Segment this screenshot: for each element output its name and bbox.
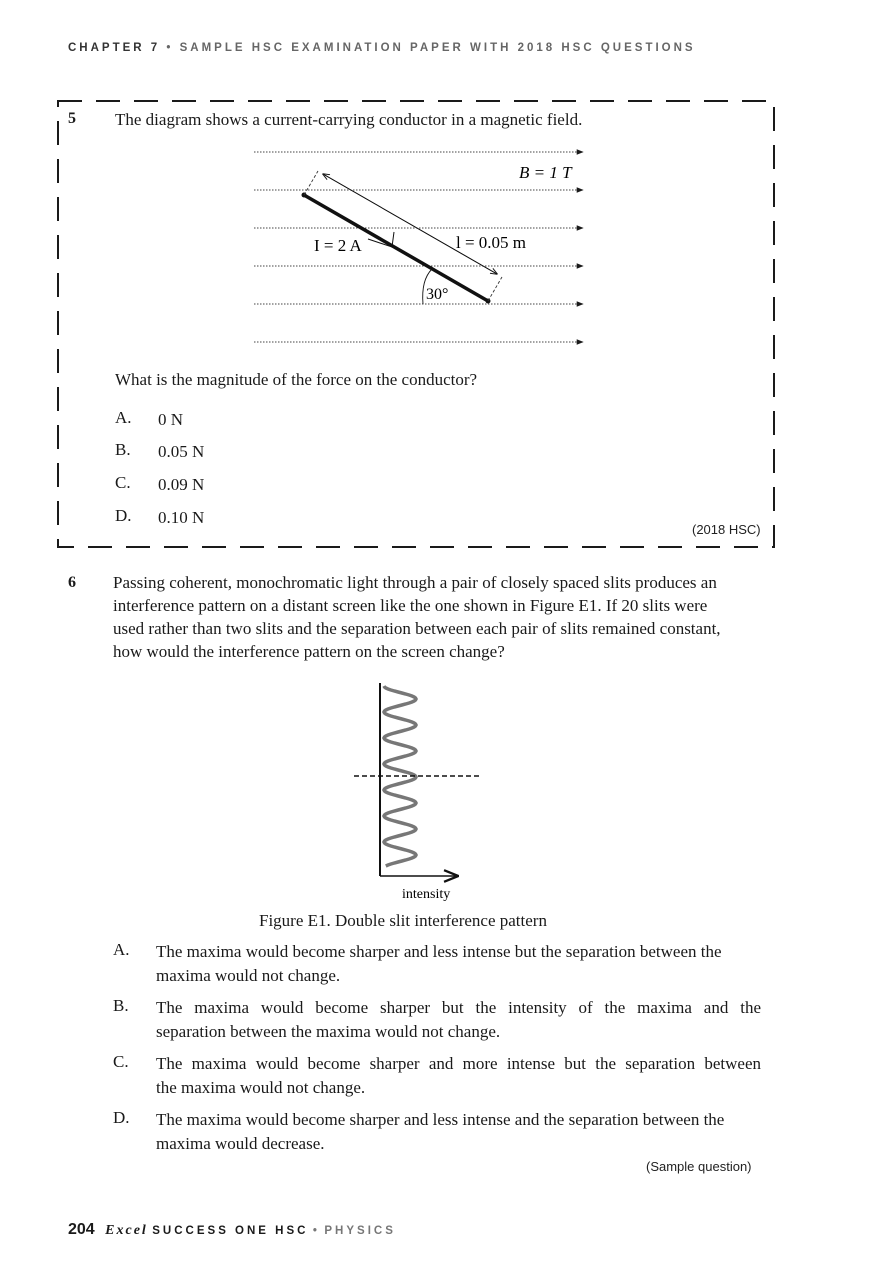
question-6-source: (Sample question) [646,1159,752,1174]
page-number: 204 [68,1221,95,1238]
dimension-extension [488,277,502,301]
question-6-stem-line: how would the interference pattern on the screen change? [113,642,505,661]
subject-label: PHYSICS [324,1225,396,1237]
option-a-letter: A. [113,940,130,959]
option-d-letter: D. [115,506,132,525]
length-label: l = 0.05 m [456,233,527,252]
dimension-extension [304,171,318,195]
question-5-number: 5 [68,110,76,127]
length-arrow [323,174,497,274]
field-label: B = 1 T [519,163,572,182]
option-a-line: maxima would not change. [156,966,341,985]
brand-logo-text: Excel [105,1223,148,1238]
question-5-stem: The diagram shows a current-carrying conductor in a magnetic field. [115,110,583,129]
option-a-text[interactable]: 0 N [158,410,184,429]
option-c-letter: C. [113,1052,129,1071]
option-c-line: The maxima would become sharper and more intense but the separation between [156,1054,761,1073]
option-a-text[interactable] [156,940,722,988]
option-b-letter: B. [113,996,129,1015]
option-a-line: The maxima would become sharper and less intense but the separation between the [156,942,722,961]
question-6-stem-line: interference pattern on a distant screen like the one shown in Figure E1. If 20 slits were [113,596,708,615]
option-c-text[interactable] [156,1052,761,1100]
option-d-text[interactable] [156,1108,724,1156]
page-footer [68,1221,396,1239]
intensity-axis-label: intensity [402,887,451,902]
option-d-text[interactable]: 0.10 N [158,508,205,527]
header-separator: • [166,42,174,54]
chapter-label: CHAPTER 7 [68,42,161,54]
option-d-line: The maxima would become sharper and less intense and the separation between the [156,1110,725,1129]
option-d-line: maxima would decrease. [156,1134,325,1153]
option-b-line: separation between the maxima would not change. [156,1022,501,1041]
option-b-letter: B. [115,440,131,459]
interference-pattern-figure [340,678,500,906]
magnetic-field-diagram [240,140,600,355]
option-d-letter: D. [113,1108,130,1127]
figure-e1-caption: Figure E1. Double slit interference pattern [259,911,547,930]
question-5-source: (2018 HSC) [692,522,761,537]
option-c-line: the maxima would not change. [156,1078,366,1097]
option-c-text[interactable]: 0.09 N [158,475,205,494]
current-label: I = 2 A [314,236,362,255]
option-a-letter: A. [115,408,132,427]
chapter-title: SAMPLE HSC EXAMINATION PAPER WITH 2018 HSC QUESTIONS [179,42,696,54]
footer-separator: • [312,1225,320,1237]
question-6-number: 6 [68,574,76,591]
option-c-letter: C. [115,473,131,492]
angle-label: 30° [426,286,449,303]
question-5-prompt: What is the magnitude of the force on the conductor? [115,370,478,389]
question-6-stem-line: Passing coherent, monochromatic light through a pair of closely spaced slits produces an [113,573,717,592]
question-6-stem-line: used rather than two slits and the separation between each pair of slits remained constant, [113,619,721,638]
option-b-text[interactable]: 0.05 N [158,442,205,461]
option-b-text[interactable] [156,996,761,1044]
option-b-line: The maxima would become sharper but the intensity of the maxima and the [156,998,761,1017]
series-title: SUCCESS ONE HSC [152,1225,309,1237]
